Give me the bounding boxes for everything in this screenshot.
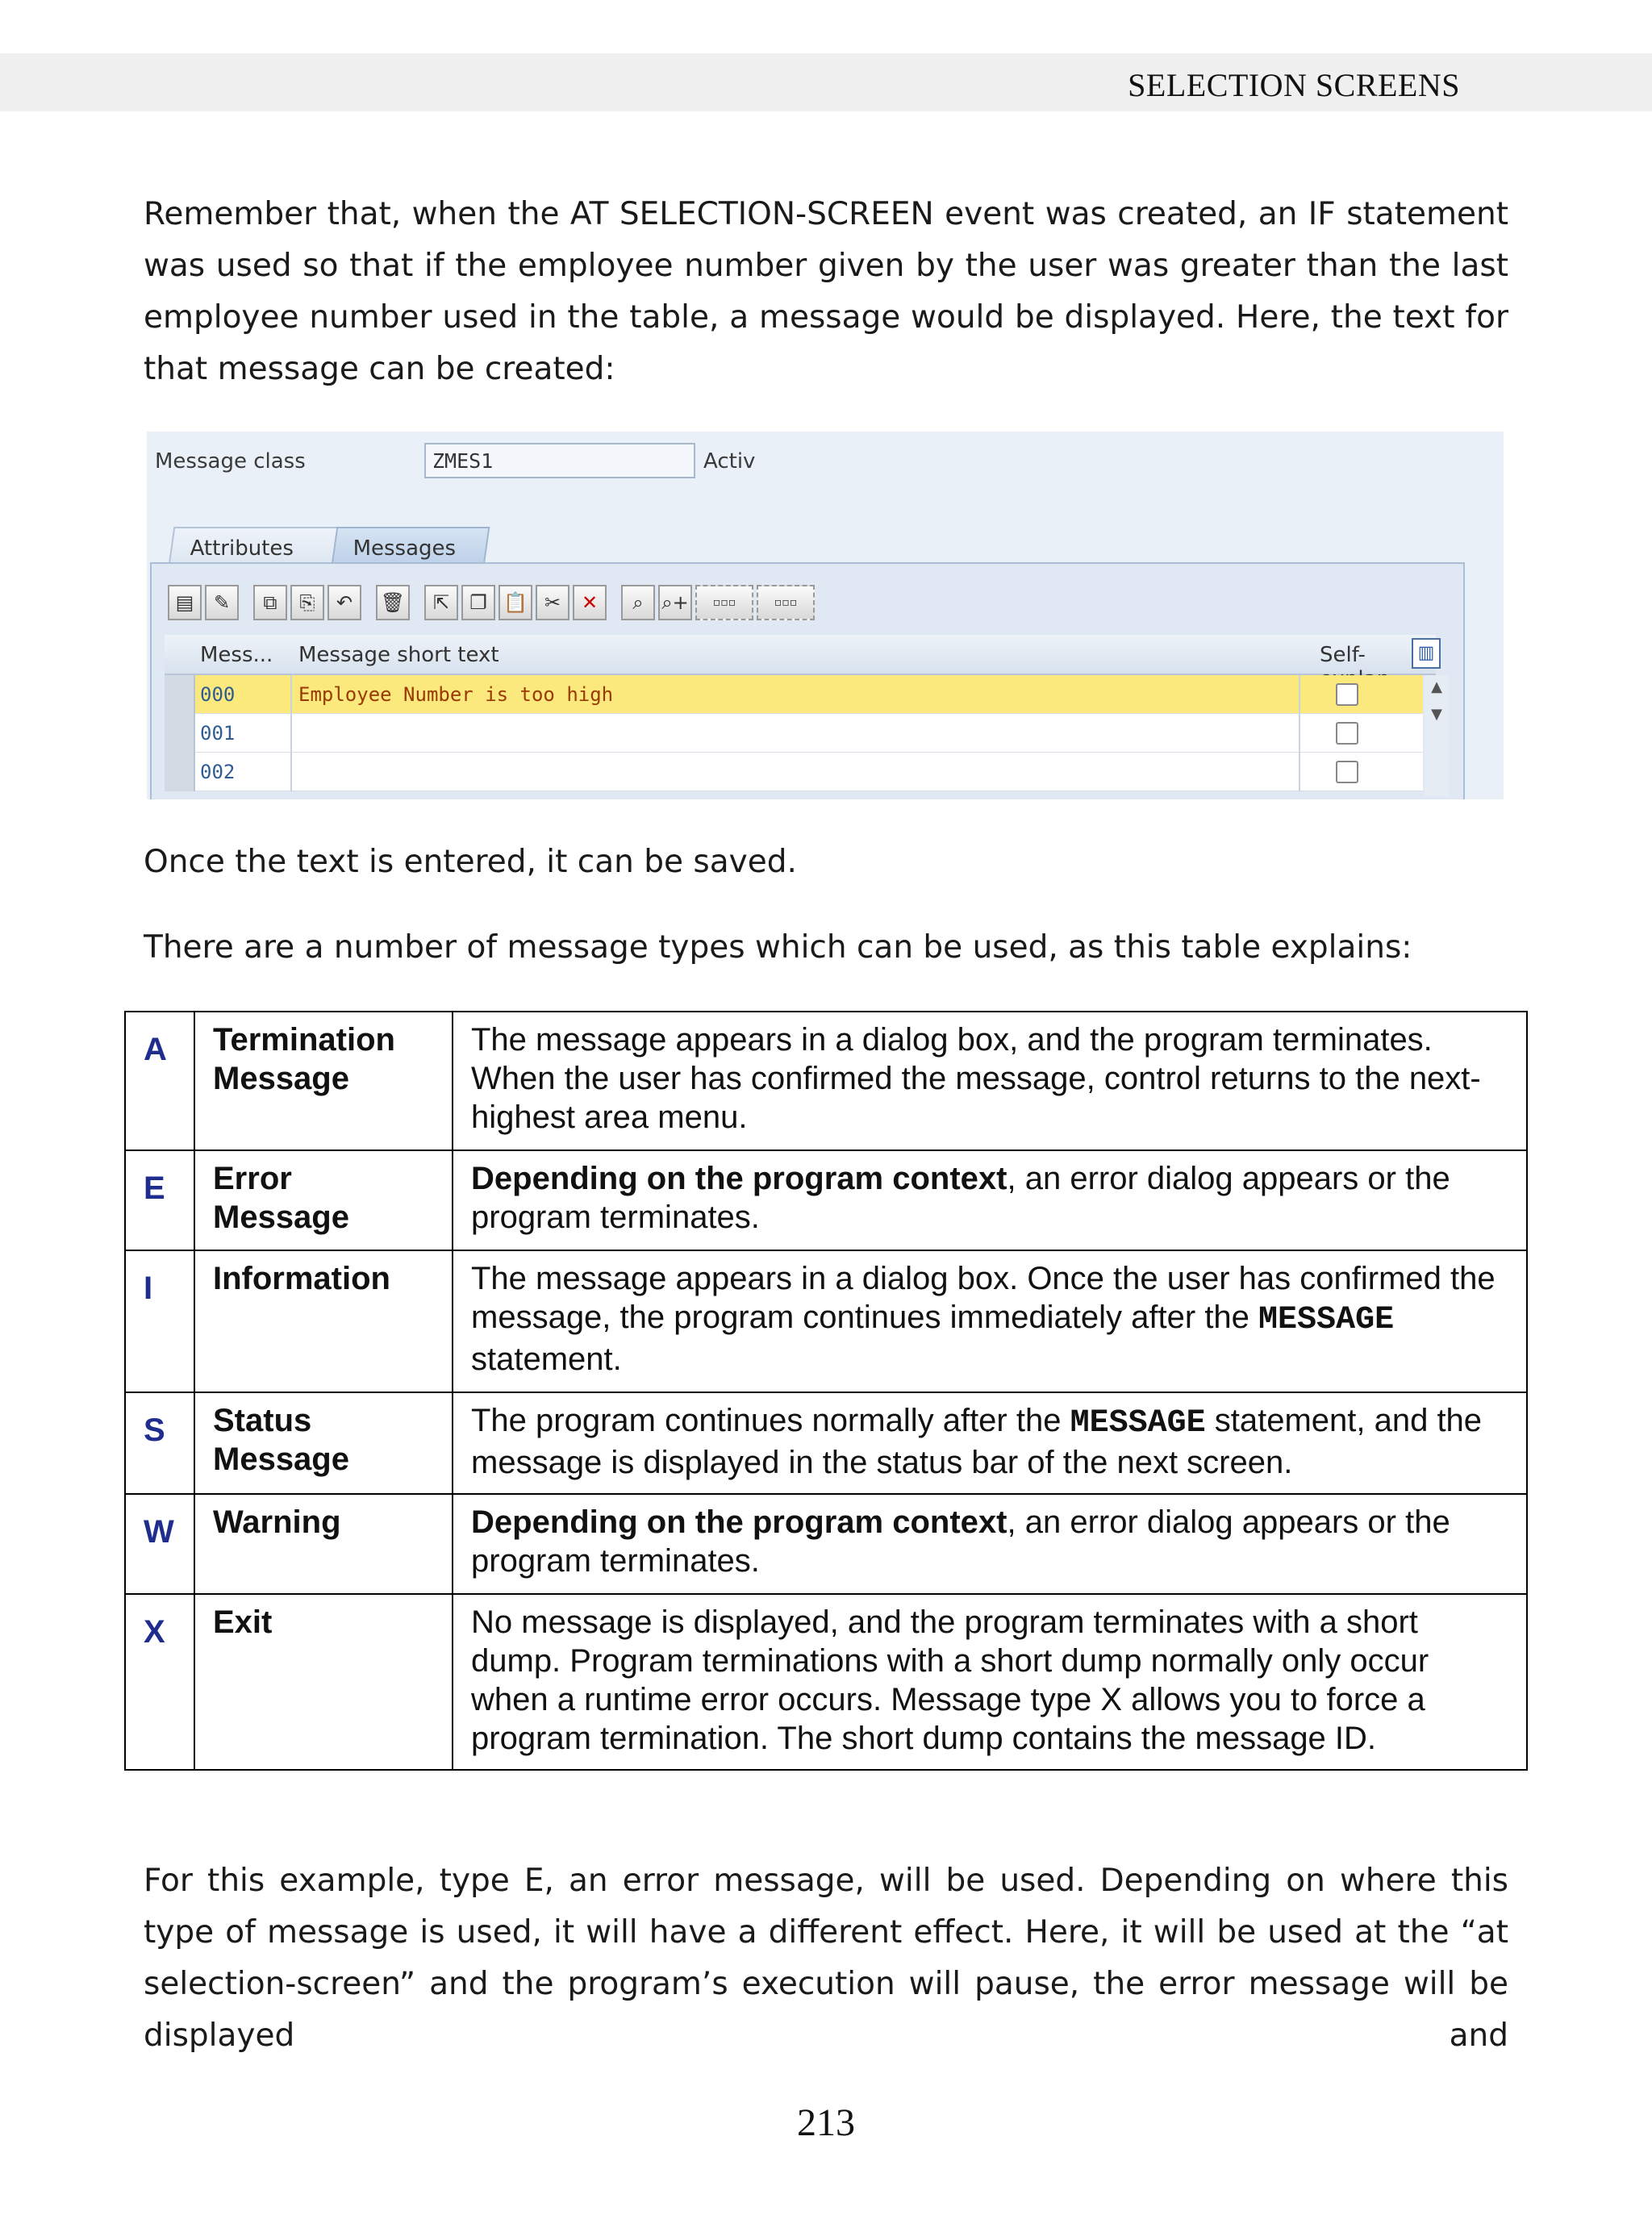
table-row[interactable] bbox=[165, 675, 1423, 714]
type-description bbox=[453, 1150, 1527, 1250]
message-number: 002 bbox=[200, 761, 236, 783]
saved-paragraph: Once the text is entered, it can be saved. bbox=[144, 844, 797, 880]
example-paragraph: For this example, type E, an error message, will be used. Depending on where this type of message is used, it will have a different effect. Here, it will be used at the “at selection-screen” and the program’s execution will pause, the error message will be displayed and bbox=[144, 1863, 1508, 2054]
message-keyword: MESSAGE bbox=[1070, 1405, 1206, 1442]
extra-icon-2[interactable]: ▫▫▫ bbox=[757, 585, 815, 620]
running-header: SELECTION SCREENS bbox=[1128, 67, 1460, 103]
message-number: 000 bbox=[200, 683, 236, 706]
type-description bbox=[453, 1494, 1527, 1594]
type-code: W bbox=[125, 1494, 194, 1594]
cell-divider bbox=[1299, 714, 1300, 753]
delete-icon[interactable]: 🗑 bbox=[376, 585, 410, 620]
duplicate-icon[interactable]: ❐ bbox=[461, 585, 495, 620]
type-description-text: , an error dialog appears or the program terminates. bbox=[471, 1504, 1450, 1579]
column-short-text[interactable]: Message short text bbox=[298, 643, 499, 667]
display-icon[interactable]: ▤ bbox=[168, 585, 202, 620]
sap-message-class-screenshot bbox=[147, 432, 1504, 799]
page-number: 213 bbox=[797, 2101, 855, 2144]
type-name: Information bbox=[194, 1250, 453, 1392]
cell-divider bbox=[1299, 753, 1300, 791]
type-description-text: The program continues normally after the bbox=[471, 1403, 1070, 1438]
find-icon[interactable]: ⌕ bbox=[621, 585, 655, 620]
type-name: Warning bbox=[194, 1494, 453, 1594]
type-description-bold: Depending on the program context bbox=[471, 1161, 1007, 1196]
intro-paragraph: Remember that, when the AT SELECTION-SCREEN event was created, an IF statement was used so that if the employee number given by the user was greater than the last employee number used in the table, a message would be displayed. Here, the text for that message can be created: bbox=[144, 196, 1508, 387]
type-description-text: statement, and the message is displayed in the status bar of the next screen. bbox=[471, 1403, 1483, 1480]
message-class-label: Message class bbox=[155, 449, 306, 474]
grid-header bbox=[165, 635, 1436, 675]
self-explanatory-checkbox[interactable] bbox=[1336, 683, 1358, 706]
message-keyword: MESSAGE bbox=[1258, 1302, 1395, 1338]
type-code: I bbox=[125, 1250, 194, 1392]
table-row bbox=[125, 1494, 1527, 1594]
table-row[interactable] bbox=[165, 714, 1423, 753]
scroll-down-icon[interactable]: ▼ bbox=[1431, 706, 1442, 723]
column-message-number[interactable]: Mess... bbox=[200, 643, 273, 667]
table-row bbox=[125, 1012, 1527, 1150]
type-description bbox=[453, 1594, 1527, 1770]
type-name: Termination Message bbox=[194, 1012, 453, 1150]
type-code: E bbox=[125, 1150, 194, 1250]
message-types-table bbox=[124, 1011, 1528, 1771]
row-selector[interactable] bbox=[165, 714, 195, 753]
row-selector[interactable] bbox=[165, 753, 195, 791]
type-description-text: statement. bbox=[471, 1341, 622, 1377]
type-description bbox=[453, 1012, 1527, 1150]
row-selector[interactable] bbox=[165, 675, 195, 714]
cell-divider bbox=[290, 675, 292, 714]
paste-icon[interactable]: ⎘ bbox=[290, 585, 324, 620]
table-row[interactable] bbox=[165, 753, 1423, 791]
message-text[interactable]: Employee Number is too high bbox=[298, 683, 614, 706]
type-name: Exit bbox=[194, 1594, 453, 1770]
tab-attributes-label: Attributes bbox=[190, 536, 294, 561]
cell-divider bbox=[1299, 675, 1300, 714]
type-description bbox=[453, 1250, 1527, 1392]
table-settings-icon[interactable]: ▥ bbox=[1412, 638, 1441, 669]
messages-panel bbox=[150, 562, 1465, 799]
vertical-scrollbar[interactable] bbox=[1425, 675, 1449, 796]
type-code: X bbox=[125, 1594, 194, 1770]
type-description-text: The message appears in a dialog box, and the program terminates. When the user has confirmed the message, control returns to the next-highest area menu. bbox=[471, 1022, 1481, 1135]
copy-icon[interactable]: ⧉ bbox=[253, 585, 287, 620]
cancel-icon[interactable]: ✕ bbox=[573, 585, 607, 620]
type-description-bold: Depending on the program context bbox=[471, 1504, 1007, 1540]
type-name: Status Message bbox=[194, 1392, 453, 1494]
status-text: Activ bbox=[703, 449, 756, 474]
cell-divider bbox=[290, 714, 292, 753]
table-row bbox=[125, 1150, 1527, 1250]
tab-messages[interactable] bbox=[332, 527, 490, 565]
clipboard-icon[interactable]: 📋 bbox=[499, 585, 532, 620]
change-icon[interactable]: ✎ bbox=[205, 585, 239, 620]
type-name: Error Message bbox=[194, 1150, 453, 1250]
self-explanatory-checkbox[interactable] bbox=[1336, 722, 1358, 745]
type-description bbox=[453, 1392, 1527, 1494]
self-explanatory-checkbox[interactable] bbox=[1336, 761, 1358, 783]
find-next-icon[interactable]: ⌕+ bbox=[658, 585, 692, 620]
type-code: A bbox=[125, 1012, 194, 1150]
type-description-text: , an error dialog appears or the program terminates. bbox=[471, 1161, 1450, 1235]
table-row bbox=[125, 1594, 1527, 1770]
message-number: 001 bbox=[200, 722, 236, 745]
undo-icon[interactable]: ↶ bbox=[327, 585, 361, 620]
tab-messages-label: Messages bbox=[353, 536, 457, 561]
type-code: S bbox=[125, 1392, 194, 1494]
cell-divider bbox=[290, 753, 292, 791]
type-description-text: The message appears in a dialog box. Once the user has confirmed the message, the program continues immediately after the bbox=[471, 1261, 1496, 1335]
types-intro-paragraph: There are a number of message types which can be used, as this table explains: bbox=[144, 929, 1412, 966]
scroll-up-icon[interactable]: ▲ bbox=[1431, 678, 1442, 695]
column-self-explanatory[interactable]: Self- bbox=[1320, 643, 1366, 667]
toolbar bbox=[168, 585, 815, 624]
message-class-field[interactable]: ZMES1 bbox=[424, 443, 695, 478]
table-row bbox=[125, 1392, 1527, 1494]
select-icon[interactable]: ⇱ bbox=[424, 585, 458, 620]
extra-icon-1[interactable]: ▫▫▫ bbox=[695, 585, 753, 620]
tab-attributes[interactable] bbox=[169, 527, 344, 565]
table-row bbox=[125, 1250, 1527, 1392]
type-description-text: No message is displayed, and the program terminates with a short dump. Program terminations with a short dump normally only occur when a runtime error occurs. Message type X allows you to force a program termination. The short dump contains the message ID. bbox=[471, 1604, 1429, 1756]
cut-icon[interactable]: ✂ bbox=[536, 585, 569, 620]
